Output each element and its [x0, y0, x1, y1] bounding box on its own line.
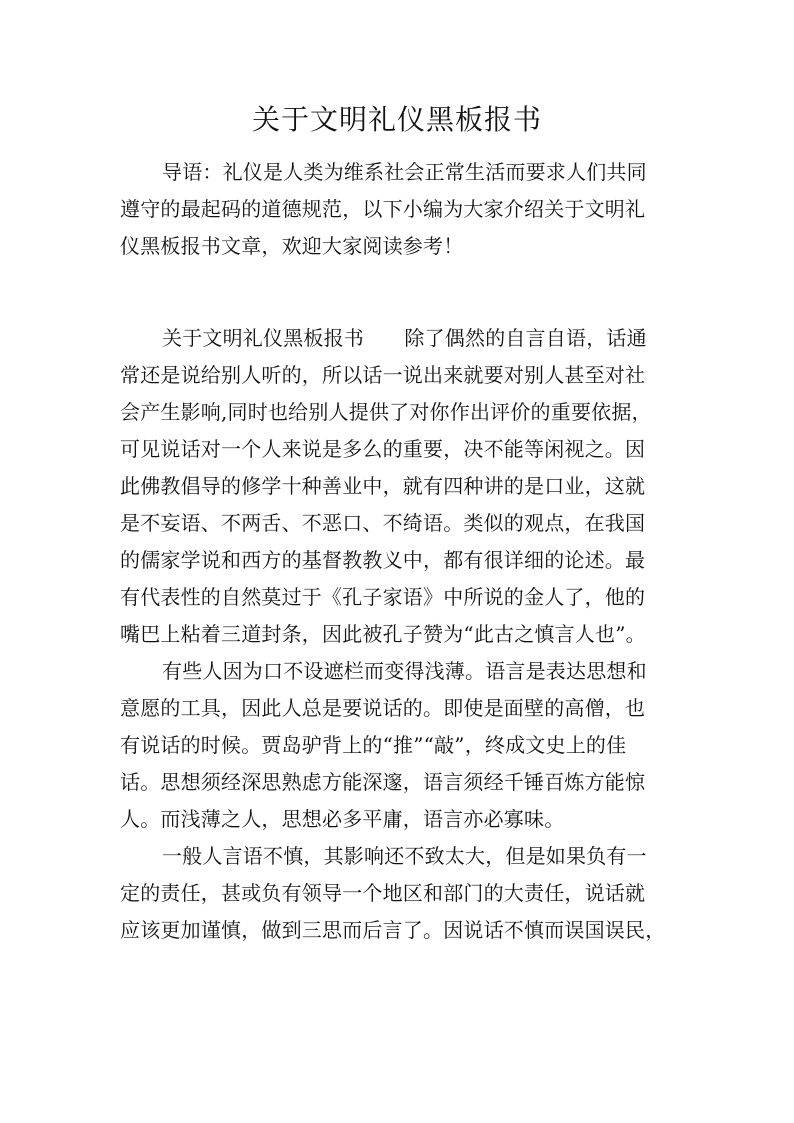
document-title: 关于文明礼仪黑板报书	[251, 103, 542, 136]
body-line: 应该更加谨慎，做到三思而后言了。因说话不慎而误国误民，	[120, 918, 666, 942]
intro-line: 导语：礼仪是人类为维系社会正常生活而要求人们共同	[162, 160, 647, 184]
body-line: 意愿的工具，因此人总是要说话的。即使是面壁的高僧，也	[120, 696, 646, 720]
body-line: 人。而浅薄之人，思想必多平庸，语言亦必寡味。	[120, 807, 565, 831]
intro-paragraph	[120, 154, 680, 265]
body-line: 此佛教倡导的修学十种善业中，就有四种讲的是口业，这就	[120, 474, 646, 498]
body-line: 有些人因为口不设遮栏而变得浅薄。语言是表达思想和	[162, 659, 647, 683]
intro-line: 遵守的最起码的道德规范，以下小编为大家介绍关于文明礼	[120, 197, 646, 221]
body-line: 的儒家学说和西方的基督教教义中，都有很详细的论述。最	[120, 548, 646, 572]
intro-line: 仪黑板报书文章，欢迎大家阅读参考！	[120, 234, 464, 258]
body-line: 关于文明礼仪黑板报书 除了偶然的自言自语，话通	[162, 326, 647, 350]
body-line: 会产生影响,同时也给别人提供了对你作出评价的重要依据，	[120, 400, 652, 424]
body-line: 定的责任，甚或负有领导一个地区和部门的大责任，说话就	[120, 881, 646, 905]
body-line: 是不妄语、不两舌、不恶口、不绮语。类似的观点，在我国	[120, 511, 646, 535]
body-line: 话。思想须经深思熟虑方能深邃，语言须经千锤百炼方能惊	[120, 770, 646, 794]
article-body	[120, 320, 680, 949]
body-line: 嘴巴上粘着三道封条，因此被孔子赞为“此古之慎言人也”。	[120, 622, 646, 646]
body-line: 有代表性的自然莫过于《孔子家语》中所说的金人了，他的	[120, 585, 646, 609]
body-line: 常还是说给别人听的，所以话一说出来就要对别人甚至对社	[120, 363, 646, 387]
body-line: 有说话的时候。贾岛驴背上的“推”“敲”，终成文史上的佳	[120, 733, 627, 757]
body-line: 一般人言语不慎，其影响还不致太大，但是如果负有一	[162, 844, 647, 868]
body-line: 可见说话对一个人来说是多么的重要，决不能等闲视之。因	[120, 437, 646, 461]
